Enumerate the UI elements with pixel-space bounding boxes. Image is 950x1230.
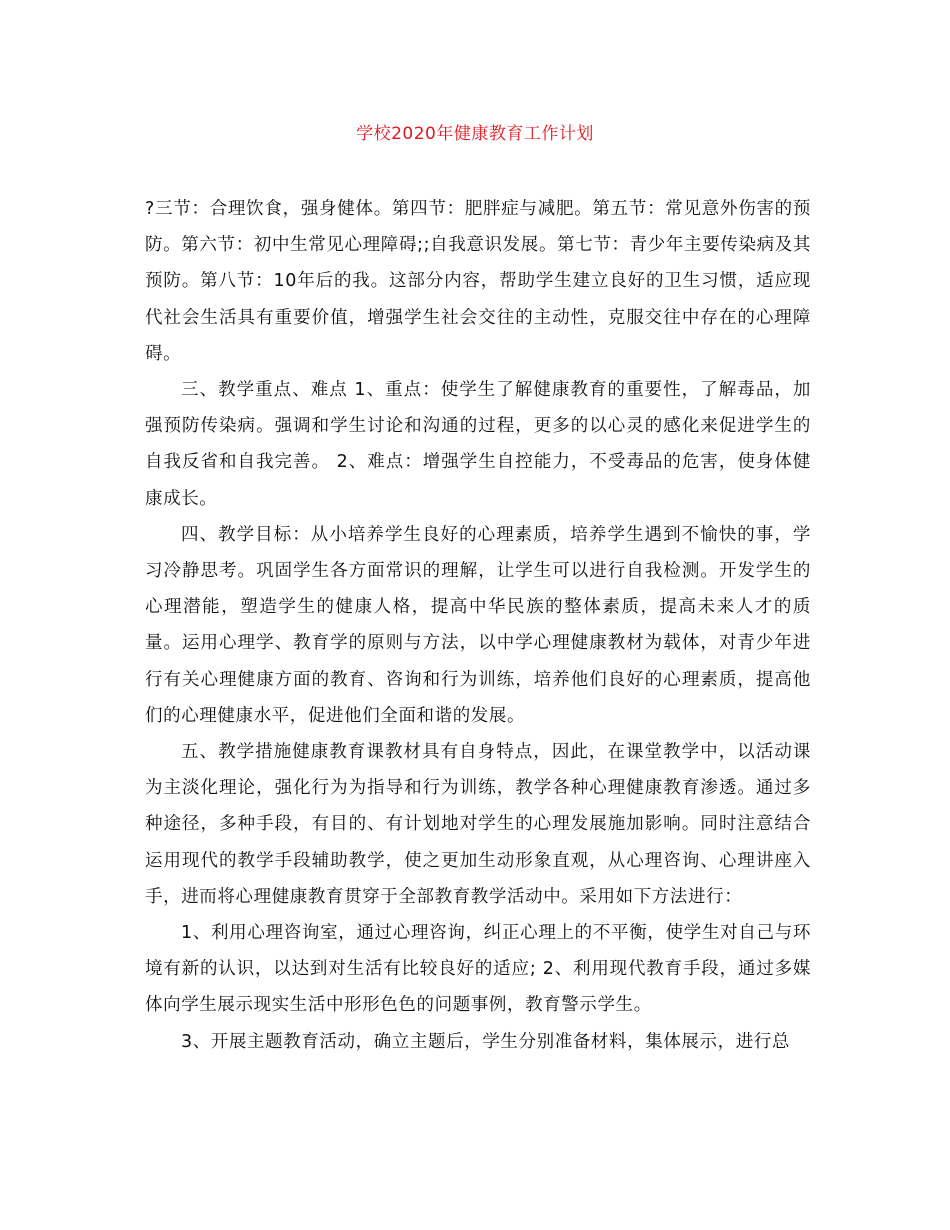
paragraph-course-sections: ?三节：合理饮食，强身健体。第四节：肥胖症与减肥。第五节：常见意外伤害的预防。第六节：初中生常见心理障碍;;自我意识发展。第七节：青少年主要传染病及其预防。第八节：10年后的我。这部分内容，帮助学生建立良好的卫生习惯，适应现代社会生活具有重要价值，增强学生社会交往的主动性，克服交往中存在的心理障碍。 (145, 199, 811, 364)
document-title: 学校2020年健康教育工作计划 (356, 124, 594, 144)
document-body (145, 191, 811, 1060)
paragraph-key-points: 三、教学重点、难点 1、重点：使学生了解健康教育的重要性，了解毒品，加强预防传染病。强调和学生讨论和沟通的过程，更多的以心灵的感化来促进学生的自我反省和自我完善。 2、难点：增强学生自控能力，不受毒品的危害，使身体健康成长。 (145, 380, 811, 509)
paragraph-teaching-goals: 四、教学目标：从小培养学生良好的心理素质，培养学生遇到不愉快的事，学习冷静思考。巩固学生各方面常识的理解，让学生可以进行自我检测。开发学生的心理潜能，塑造学生的健康人格，提高中华民族的整体素质，提高未来人才的质量。运用心理学、教育学的原则与方法，以中学心理健康教材为载体，对青少年进行有关心理健康方面的教育、咨询和行为训练，培养他们良好的心理素质，提高他们的心理健康水平，促进他们全面和谐的发展。 (145, 524, 811, 726)
paragraph-teaching-measures: 五、教学措施健康教育课教材具有自身特点，因此，在课堂教学中，以活动课为主淡化理论，强化行为为指导和行为训练，教学各种心理健康教育渗透。通过多种途径，多种手段，有目的、有计划地对学生的心理发展施加影响。同时注意结合运用现代的教学手段辅助教学，使之更加生动形象直观，从心理咨询、心理讲座入手，进而将心理健康教育贯穿于全部教育教学活动中。采用如下方法进行： (145, 742, 811, 907)
paragraph-method-3: 3、开展主题教育活动，确立主题后，学生分别准备材料，集体展示，进行总 (181, 1031, 791, 1052)
paragraph-methods-1-2: 1、利用心理咨询室，通过心理咨询，纠正心理上的不平衡，使学生对自己与环境有新的认识，以达到对生活有比较良好的适应; 2、利用现代教育手段，通过多媒体向学生展示现实生活中形形色色的问题事例，教育警示学生。 (145, 923, 811, 1016)
